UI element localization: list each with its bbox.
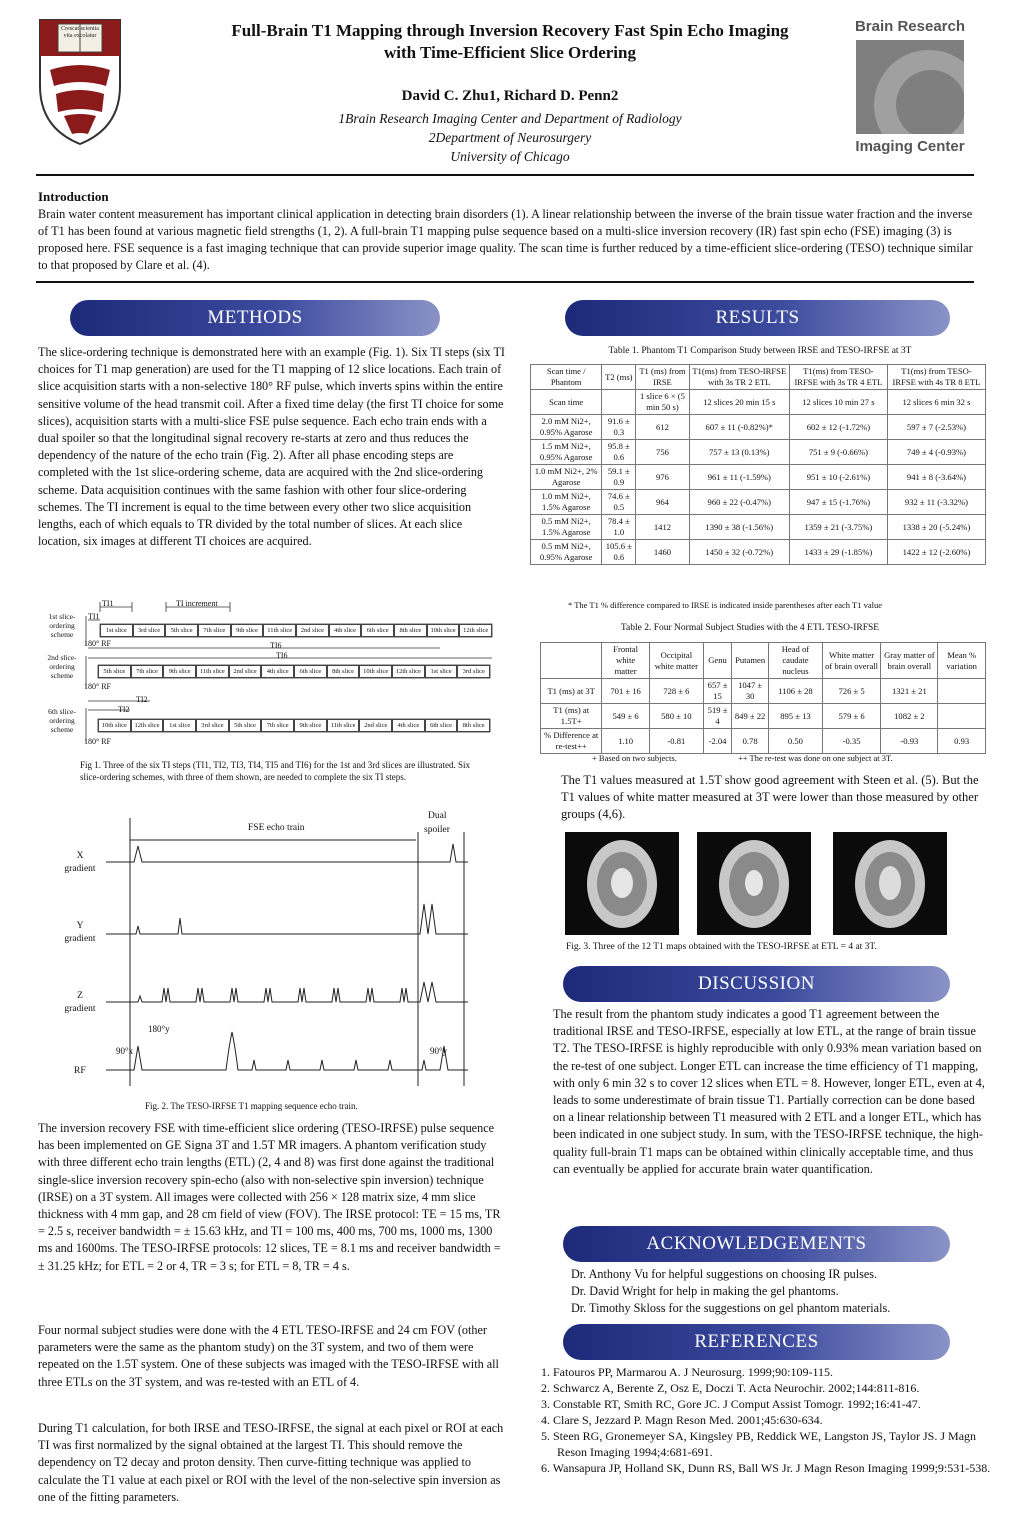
table1-cell: 756 (636, 440, 689, 465)
logo-line-2: Imaging Center (855, 138, 965, 155)
fig1-slice-cell: 1st slice (100, 624, 133, 637)
fig1-ti6-label-2: TI6 (276, 651, 288, 660)
table2-cell: 0.50 (769, 729, 823, 754)
fig1-slice-cell: 12th slice (392, 665, 425, 678)
table2-cell: -0.81 (649, 729, 703, 754)
table1-cell: 960 ± 22 (-0.47%) (689, 490, 789, 515)
table2-cell: 726 ± 5 (822, 679, 881, 704)
fig1-slice-cell: 11th slice (327, 719, 360, 732)
fig1-slice-cell: 9th slice (231, 624, 264, 637)
header-rule (36, 174, 974, 176)
table1-cell: 751 ± 9 (-0.66%) (789, 440, 887, 465)
title-line-2: with Time-Efficient Slice Ordering (384, 43, 636, 62)
table2-cell: T1 (ms) at 1.5T+ (541, 704, 602, 729)
fig1-slice-cell: 9th slice (294, 719, 327, 732)
fig1-slice-cell: 1st slice (425, 665, 458, 678)
methods-paragraph-3: Four normal subject studies were done with the 4 ETL TESO-IRFSE and 24 cm FOV (other parameters were the same as the phantom study) on the 3T system, and two of them were repeated on the 1.5T system. One of these subjects was imaged with the TESO-IRFSE with all three ETLs on the 3T system, and was re-tested with an ETL of 4. (38, 1323, 499, 1389)
brain-research-logo (852, 18, 968, 160)
table2-note-1: + Based on two subjects. (592, 753, 677, 763)
fig1-slice-cell: 12th slice (459, 624, 492, 637)
table1-cell: 1359 ± 21 (-3.75%) (789, 515, 887, 540)
table2-header-cell (541, 643, 602, 679)
fig1-slice-cell: 10th slice (98, 719, 131, 732)
table1-scan-time-row (531, 390, 986, 415)
intro-text: Brain water content measurement has important clinical application in detecting brain disorders (1). A linear relationship between the inverse of the brain tissue water fraction and the inverse of T1 has been found at various magnetic field strengths (1, 2). A full-brain T1 mapping pulse sequence based on a multi-slice inversion recovery (IR) fast spin echo (FSE) imaging (3) is proposed here. FSE sequence is a fast imaging technique that can provide superior image quality. The scan time is further reduced by a time-efficient slice-ordering (TESO) technique similar to that proposed by Clare et al. (4). (38, 207, 973, 272)
table1-header-row (531, 365, 986, 390)
intro-rule (36, 281, 974, 283)
table1-cell: 1433 ± 29 (-1.85%) (789, 540, 887, 565)
fig1-slice-row-1 (100, 624, 492, 637)
table2-header-cell: Genu (703, 643, 731, 679)
intro-heading: Introduction (38, 189, 109, 204)
table2-cell: 1047 ± 30 (732, 679, 769, 704)
table1-cell: 1422 ± 12 (-2.60%) (887, 540, 985, 565)
fig1-ti2-label: TI2 (136, 695, 148, 704)
table2-cell (938, 704, 986, 729)
table2-caption: Table 2. Four Normal Subject Studies with the 4 ETL TESO-IRFSE (620, 623, 880, 633)
table2-cell: -0.93 (881, 729, 938, 754)
fig1-slice-cell: 2nd slice (359, 719, 392, 732)
fig1-rf180-label-2: 180° RF (84, 682, 111, 691)
references-heading: REFERENCES (563, 1324, 950, 1360)
fig1-slice-cell: 1st slice (163, 719, 196, 732)
table1-cell: 951 ± 10 (-2.61%) (789, 465, 887, 490)
table2-cell: -0.35 (822, 729, 881, 754)
table2-cell: 579 ± 6 (822, 704, 881, 729)
methods-paragraph-2: The inversion recovery FSE with time-efficient slice ordering (TESO-IRFSE) pulse sequence has been implemented on GE Signa 3T and 1.5T MR imagers. A phantom verification study with three different echo train lengths (ETL) (2, 4 and 8) was first done against the traditional single-slice inversion recovery spin-echo (also with non-selective spin inversion) technique (IRSE) on a 3T system. All images were collected with 256 × 128 matrix size, 4 mm slice thickness with 4 mm gap, and 28 cm field of view (FOV). The IRSE protocol: TE = 15 ms, TR = 2.5 s, receiver bandwidth = ± 15.63 kHz, and TI = 100 ms, 400 ms, 700 ms, 1000 ms, 1300 ms and 1600ms. The TESO-IRFSE protocols: 12 slices, TE = 8.1 ms and receiver bandwidth = ± 31.25 kHz; for ETL = 2 or 4, TR = 3 s; for ETL = 8, TR = 4 s. (38, 1121, 501, 1273)
t1-map-image-1 (565, 832, 679, 935)
table1-header-cell: T1(ms) from TESO-IRFSE with 4s TR 8 ETL (887, 365, 985, 390)
fig1-slice-cell: 4th slice (329, 624, 362, 637)
fig2-echo-train-label: FSE echo train (248, 823, 305, 833)
table-row (541, 729, 986, 754)
table2-header-cell: Mean % variation (938, 643, 986, 679)
fig1-slice-cell: 9th slice (163, 665, 196, 678)
table1-cell: 961 ± 11 (-1.59%) (689, 465, 789, 490)
fig2-rf-label: RF (74, 1066, 86, 1076)
table1-cell: 12 slices 20 min 15 s (689, 390, 789, 415)
reference-item: 1. Fatouros PP, Marmarou A. J Neurosurg. 1999;90:109-115. (541, 1365, 833, 1379)
table2-header-row (541, 643, 986, 679)
t1-map-image-3 (833, 832, 947, 935)
ack-item: Dr. Timothy Skloss for the suggestions on gel phantom materials. (571, 1301, 891, 1316)
reference-item: 3. Constable RT, Smith RC, Gore JC. J Comput Assist Tomogr. 1992;16:41-47. (541, 1397, 921, 1411)
fig1-slice-cell: 4th slice (261, 665, 294, 678)
table2-header-cell: Occipital white matter (649, 643, 703, 679)
table1-cell: 0.5 mM Ni2+, 0.95% Agarose (531, 540, 602, 565)
table1-cell: 95.8 ± 0.6 (602, 440, 636, 465)
table1-cell: 749 ± 4 (-0.93%) (887, 440, 985, 465)
reference-item: 6. Wansapura JP, Holland SK, Dunn RS, Ball WS Jr. J Magn Reson Imaging 1999;9:531-538. (541, 1461, 991, 1475)
reference-item: 5. Steen RG, Gronemeyer SA, Kingsley PB, Reddick WE, Langston JS, Taylor JS. J Magn Reson Imaging 1994;4:681-691. (541, 1429, 977, 1459)
table1-header-cell: Scan time / Phantom (531, 365, 602, 390)
table-row (531, 515, 986, 540)
table1-cell: 59.1 ± 0.9 (602, 465, 636, 490)
fig1-slice-cell: 4th slice (392, 719, 425, 732)
table1-cell: 607 ± 11 (-0.82%)* (689, 415, 789, 440)
fig1-ti1-label: TI1 (102, 599, 114, 608)
fig2-90y-label: 90°y (430, 1046, 448, 1056)
title-line-1: Full-Brain T1 Mapping through Inversion Recovery Fast Spin Echo Imaging (231, 21, 789, 40)
table2-header-cell: Gray matter of brain overall (881, 643, 938, 679)
table2-header-cell: Putamen (732, 643, 769, 679)
fig1-slice-cell: 5th slice (229, 719, 262, 732)
results-heading: RESULTS (565, 300, 950, 336)
methods-paragraph-4: During T1 calculation, for both IRSE and TESO-IRFSE, the signal at each pixel or ROI at each TI was first normalized by the signal obtained at the largest TI. This should remove the dependency on T2 decay and proton density. Then curve-fitting technique was applied to calculate the T1 value at each pixel or ROI with the level of the non-selective spin inversion as one of the fitting parameters. (38, 1421, 504, 1504)
table2-cell (938, 679, 986, 704)
table1-cell: 1.5 mM Ni2+, 0.95% Agarose (531, 440, 602, 465)
table2-cell: 1.10 (602, 729, 649, 754)
table2-cell: 0.93 (938, 729, 986, 754)
table1-cell: 12 slices 10 min 27 s (789, 390, 887, 415)
acknowledgements-heading: ACKNOWLEDGEMENTS (563, 1226, 950, 1262)
t1-map-image-2 (697, 832, 811, 935)
table-row (541, 704, 986, 729)
fig1-ti2-label-2: TI2 (118, 705, 130, 714)
table1-cell: 1.0 mM Ni2+, 2% Agarose (531, 465, 602, 490)
table1-cell: 1460 (636, 540, 689, 565)
fig1-slice-cell: 10th slice (427, 624, 460, 637)
discussion-heading: DISCUSSION (563, 966, 950, 1002)
discussion-text: The result from the phantom study indicates a good T1 agreement between the traditional IRSE and TESO-IRFSE, especially at low ETL, at the range of brain tissue T2. The TESO-IRFSE is highly reproducible with only 0.93% mean variation based on the re-test of one subject. Longer ETL can increase the time efficiency of T1 mapping, with only 6 min 32 s to cover 12 slices when ETL = 8. However, longer ETL, even at 4, leads to some underestimate of brain tissue T1. Partially correction can be done based on a linear relationship between T1 measured with 2 ETL and a longer ETL, which has been indicated in one subject study. In sum, with the TESO-IRFSE technique, the high-quality full-brain T1 maps can be obtained within clinically acceptable time, and thus can eventually be applied for accurate brain water quantification. (553, 1007, 985, 1176)
table1-header-cell: T1 (ms) from IRSE (636, 365, 689, 390)
table2-cell: 1321 ± 21 (881, 679, 938, 704)
table1-header-cell: T1(ms) from TESO-IRFSE with 3s TR 2 ETL (689, 365, 789, 390)
fig1-slice-cell: 6th slice (425, 719, 458, 732)
table2-cell: 701 ± 16 (602, 679, 649, 704)
affiliation-2: 2Department of Neurosurgery (428, 130, 592, 145)
fig1-slice-cell: 3rd slice (196, 719, 229, 732)
reference-item: 4. Clare S, Jezzard P. Magn Reson Med. 2001;45:630-634. (541, 1413, 823, 1427)
fig1-slice-cell: 5th slice (98, 665, 131, 678)
fig1-slice-cell: 3rd slice (133, 624, 166, 637)
acknowledgements-list (571, 1266, 981, 1318)
table1-cell: 1 slice 6 × (5 min 50 s) (636, 390, 689, 415)
fig2-z-label: Z gradient (64, 991, 96, 1014)
affiliations (150, 109, 870, 166)
table-row (541, 679, 986, 704)
fig1-slice-cell: 7th slice (261, 719, 294, 732)
fig1-scheme-6-label: 6th slice- ordering scheme (48, 707, 76, 734)
fig1-slice-cell: 11th slice (196, 665, 229, 678)
table1-cell: 1390 ± 38 (-1.56%) (689, 515, 789, 540)
logo-line-1: Brain Research (854, 18, 966, 35)
table1-cell: 976 (636, 465, 689, 490)
table1-header-cell: T1(ms) from TESO-IRFSE with 3s TR 4 ETL (789, 365, 887, 390)
methods-paragraph-1: The slice-ordering technique is demonstrated here with an example (Fig. 1). Six TI steps (six TI choices for T1 map generation) are used for the T1 mapping of 12 slice locations. Each train of slice acquisition starts with a non-selective 180° RF pulse, which inverts spins within the entire sensitive volume of the head transmit coil. After a fixed time delay (the first TI choice for some slices), acquisition starts with a multi-slice FSE pulse sequence. Each echo train ends with a dual spoiler so that the longitudinal signal recovery re-starts at zero and thus reduces the dependency of the nature of the echo train (Fig. 2). After all phase encoding steps are completed with the 1st slice-ordering scheme, data are acquired with the 2nd slice-ordering scheme. Data acquisition continues with the same fashion with other four slice-ordering schemes. The TI increment is equal to the time between every other two slice acquisition lengths, each of which equals to TR divided by the total number of slices. At each slice location, six images at different TI choices are acquired. (38, 345, 505, 549)
table1-cell: Scan time (531, 390, 602, 415)
table1-cell: 1338 ± 20 (-5.24%) (887, 515, 985, 540)
table1-cell: 941 ± 8 (-3.64%) (887, 465, 985, 490)
table2-header-cell: Frontal white matter (602, 643, 649, 679)
fig1-slice-cell: 7th slice (198, 624, 231, 637)
fig1-slice-cell: 5th slice (165, 624, 198, 637)
fig1-slice-cell: 7th slice (131, 665, 164, 678)
table1-cell (602, 390, 636, 415)
affiliation-3: University of Chicago (450, 149, 570, 164)
table1-cell: 0.5 mM Ni2+, 1.5% Agarose (531, 515, 602, 540)
fig1-slice-row-2 (98, 665, 490, 678)
table1-cell: 612 (636, 415, 689, 440)
table2-cell: 519 ± 4 (703, 704, 731, 729)
crest-motto: Crescat scientia vita excolatur (61, 26, 99, 39)
fig1-rf180-label-3: 180° RF (84, 737, 111, 746)
fig1-slice-cell: 2nd slice (229, 665, 262, 678)
fig1-slice-cell: 8th slice (327, 665, 360, 678)
fig1-slice-cell: 2nd slice (296, 624, 329, 637)
table1-cell: 947 ± 15 (-1.76%) (789, 490, 887, 515)
poster-title (150, 20, 870, 64)
fig1-slice-cell: 10th slice (359, 665, 392, 678)
table-row (531, 440, 986, 465)
fig2-diagram (40, 806, 510, 1096)
fig1-slice-cell: 8th slice (457, 719, 490, 732)
table1-cell: 1450 ± 32 (-0.72%) (689, 540, 789, 565)
table2-cell: 849 ± 22 (732, 704, 769, 729)
table2-cell: 728 ± 6 (649, 679, 703, 704)
table1-caption: Table 1. Phantom T1 Comparison Study between IRSE and TESO-IRFSE at 3T (608, 346, 912, 356)
fig1-scheme-2-label: 2nd slice- ordering scheme (47, 653, 77, 680)
fig1-slice-cell: 8th slice (394, 624, 427, 637)
table2 (540, 642, 986, 754)
table1-cell: 105.6 ± 0.6 (602, 540, 636, 565)
fig1-rf180-label-1: 180° RF (84, 639, 111, 648)
table2-header-cell: Head of caudate nucleus (769, 643, 823, 679)
table2-header-cell: White matter of brain overall (822, 643, 881, 679)
table2-cell: % Difference at re-test++ (541, 729, 602, 754)
table1-cell: 602 ± 12 (-1.72%) (789, 415, 887, 440)
affiliation-1: 1Brain Research Imaging Center and Department of Radiology (338, 111, 682, 126)
fig1-ti-increment-label: TI increment (176, 599, 218, 608)
fig1-slice-cell: 6th slice (361, 624, 394, 637)
fig2-90x-label: 90°x (116, 1046, 134, 1056)
fig1-slice-row-6 (98, 719, 490, 732)
fig2-caption: Fig. 2. The TESO-IRFSE T1 mapping sequence echo train. (145, 1101, 358, 1111)
fig1-diagram (40, 598, 510, 750)
reference-item: 2. Schwarcz A, Berente Z, Osz E, Doczi T. Acta Neurochir. 2002;144:811-816. (541, 1381, 920, 1395)
table1-cell: 91.6 ± 0.3 (602, 415, 636, 440)
table2-cell: T1 (ms) at 3T (541, 679, 602, 704)
fig1-slice-cell: 6th slice (294, 665, 327, 678)
table1 (530, 364, 986, 565)
fig1-ti6-label: TI6 (270, 641, 282, 650)
fig1-ti1-label-2: TI1 (88, 612, 100, 621)
table1-cell: 1.0 mM Ni2+, 1.5% Agarose (531, 490, 602, 515)
table1-cell: 1412 (636, 515, 689, 540)
fig2-spoiler-label: spoiler (424, 825, 450, 835)
table1-footnote: * The T1 % difference compared to IRSE is indicated inside parentheses after each T1 value (568, 600, 882, 610)
logo-graphic (856, 40, 964, 134)
table-row (531, 490, 986, 515)
fig2-180-label: 180°y (148, 1024, 170, 1034)
table1-cell: 597 ± 7 (-2.53%) (887, 415, 985, 440)
results-paragraph: The T1 values measured at 1.5T show good agreement with Steen et al. (5). But the T1 values of white matter measured at 3T were lower than those measured by other groups (4,6). (561, 773, 979, 822)
table1-cell: 757 ± 13 (0.13%) (689, 440, 789, 465)
ack-item: Dr. Anthony Vu for helpful suggestions on choosing IR pulses. (571, 1267, 878, 1281)
table2-cell: 657 ± 15 (703, 679, 731, 704)
table-row (531, 465, 986, 490)
table2-cell: -2.04 (703, 729, 731, 754)
fig1-slice-cell: 12th slice (131, 719, 164, 732)
table2-cell: 1106 ± 28 (769, 679, 823, 704)
table1-cell: 74.6 ± 0.5 (602, 490, 636, 515)
table1-cell: 2.0 mM Ni2+, 0.95% Agarose (531, 415, 602, 440)
fig1-slice-cell: 11th slice (263, 624, 296, 637)
table-row (531, 540, 986, 565)
table1-cell: 932 ± 11 (-3.32%) (887, 490, 985, 515)
university-crest (36, 16, 124, 148)
fig2-y-label: Y gradient (64, 921, 96, 944)
table2-cell: 0.78 (732, 729, 769, 754)
table2-cell: 895 ± 13 (769, 704, 823, 729)
fig2-x-label: X gradient (64, 851, 96, 874)
table-row (531, 415, 986, 440)
table1-header-cell: T2 (ms) (602, 365, 636, 390)
table2-note-2: ++ The re-test was done on one subject at 3T. (738, 753, 893, 763)
table1-cell: 964 (636, 490, 689, 515)
authors: David C. Zhu1, Richard D. Penn2 (401, 88, 619, 104)
table2-cell: 1082 ± 2 (881, 704, 938, 729)
fig2-dual-label: Dual (428, 811, 447, 821)
table2-cell: 580 ± 10 (649, 704, 703, 729)
fig1-slice-cell: 3rd slice (457, 665, 490, 678)
table2-cell: 549 ± 6 (602, 704, 649, 729)
fig1-scheme-1-label: 1st slice- ordering scheme (48, 612, 76, 639)
ack-item: Dr. David Wright for help in making the gel phantoms. (571, 1284, 839, 1299)
fig3-caption: Fig. 3. Three of the 12 T1 maps obtained with the TESO-IRFSE at ETL = 4 at 3T. (566, 942, 877, 952)
methods-heading: METHODS (70, 300, 440, 336)
fig1-caption: Fig 1. Three of the six TI steps (TI1, TI2, TI3, TI4, TI5 and TI6) for the 1st and 3rd slices are illustrated. Six slice-ordering schemes, with three of them shown, are needed to complete the six TI steps. (80, 760, 471, 782)
references-list (541, 1364, 991, 1476)
table1-cell: 12 slices 6 min 32 s (887, 390, 985, 415)
table1-cell: 78.4 ± 1.0 (602, 515, 636, 540)
